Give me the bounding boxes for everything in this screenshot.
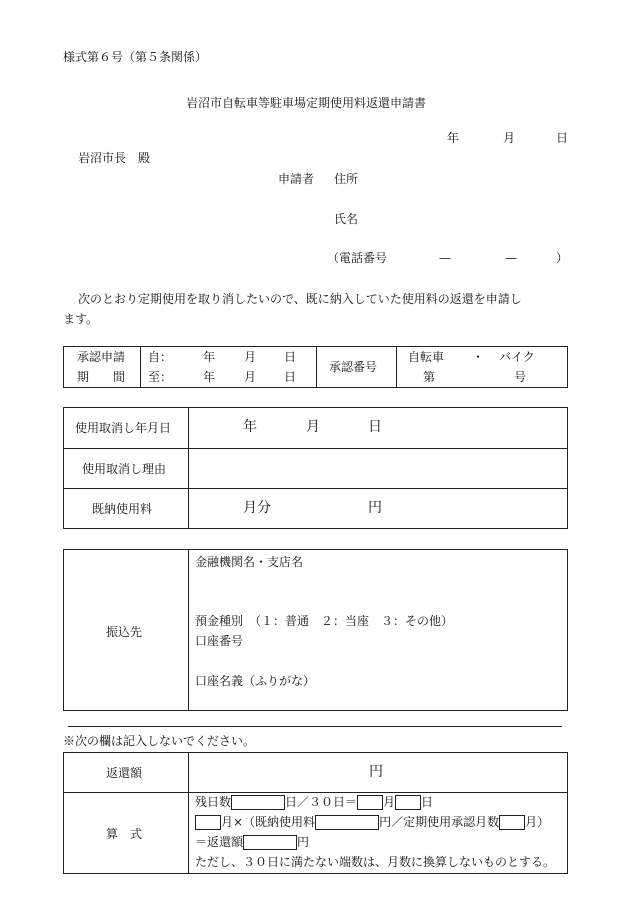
approved-months-close: 月） xyxy=(525,815,550,829)
deposit-type-label: 預金種別 （１：普通 ２：当座 ３：その他） xyxy=(195,614,454,628)
formula-line-2 xyxy=(195,814,549,830)
cancel-day: 日 xyxy=(368,419,382,435)
phone-label: （電話番号 xyxy=(327,251,388,265)
refund-equals-label: ＝返還額 xyxy=(195,835,244,849)
from-label: 自： xyxy=(148,350,173,364)
period-label-2: 期 間 xyxy=(77,370,126,384)
cancel-year: 年 xyxy=(243,419,257,435)
transfer-label: 振込先 xyxy=(106,625,143,639)
paid-fee-month-part: 月分 xyxy=(243,500,271,516)
refund-result-box xyxy=(243,835,297,850)
from-month: 月 xyxy=(244,350,257,364)
phone-close: ） xyxy=(556,251,569,265)
to-year: 年 xyxy=(203,370,216,384)
account-number-label: 口座番号 xyxy=(195,634,244,648)
days-result-label: 日 xyxy=(421,795,434,809)
formula-line-1 xyxy=(195,794,433,810)
to-month: 月 xyxy=(244,370,257,384)
date-month-label: 月 xyxy=(503,131,516,145)
approved-months-label: 円／定期使用承認月数 xyxy=(379,815,500,829)
refund-amount-yen: 円 xyxy=(369,764,383,780)
number-dai: 第 xyxy=(423,370,436,384)
refund-amount-label: 返還額 xyxy=(106,766,143,780)
formula-label: 算 式 xyxy=(106,827,143,841)
form-number: 様式第６号（第５条関係） xyxy=(63,50,208,64)
vehicle-bike: バイク xyxy=(499,350,535,364)
number-gou: 号 xyxy=(514,370,527,384)
months-result-label: 月 xyxy=(383,795,396,809)
account-holder-label: 口座名義（ふりがな） xyxy=(195,674,316,688)
intro-line-2: ます。 xyxy=(63,312,99,326)
paid-fee-label: 既納使用料 xyxy=(92,502,153,516)
paid-fee-open-label: 月×（既納使用料 xyxy=(221,815,316,829)
applicant-label: 申請者 xyxy=(278,172,315,186)
date-year-label: 年 xyxy=(447,131,460,145)
date-day-label: 日 xyxy=(556,131,569,145)
document-title: 岩沼市自転車等駐車場定期使用料返還申請書 xyxy=(186,96,427,110)
approved-months-box xyxy=(499,815,525,830)
from-day: 日 xyxy=(284,350,297,364)
paid-fee-box xyxy=(315,815,379,830)
office-use-note: ※次の欄は記入しないでください。 xyxy=(63,734,256,748)
to-label: 至： xyxy=(148,370,173,384)
addressee: 岩沼市長 殿 xyxy=(78,151,151,165)
bank-branch-label: 金融機関名・支店名 xyxy=(195,555,304,569)
name-label: 氏名 xyxy=(334,212,359,226)
approval-number-label: 承認番号 xyxy=(329,360,378,374)
refund-result-yen: 円 xyxy=(297,835,310,849)
days-result-box xyxy=(395,795,421,810)
months-multiplier-box xyxy=(195,815,221,830)
months-result-box xyxy=(357,795,383,810)
remaining-days-box xyxy=(231,795,285,810)
phone-dash-1: — xyxy=(439,251,451,265)
to-day: 日 xyxy=(284,370,297,384)
remaining-days-label: 残日数 xyxy=(195,795,232,809)
cancel-date-label: 使用取消し年月日 xyxy=(75,421,172,435)
vehicle-bicycle: 自転車 xyxy=(408,350,445,364)
office-use-divider xyxy=(68,726,562,727)
paid-fee-yen: 円 xyxy=(368,500,382,516)
cancel-month: 月 xyxy=(306,419,320,435)
period-label-1: 承認申請 xyxy=(77,350,126,364)
vehicle-separator: ・ xyxy=(472,350,485,364)
phone-dash-2: — xyxy=(505,251,517,265)
from-year: 年 xyxy=(203,350,216,364)
address-label: 住所 xyxy=(334,172,359,186)
formula-note: ただし、３０日に満たない端数は、月数に換算しないものとする。 xyxy=(195,855,556,869)
cancel-reason-label: 使用取消し理由 xyxy=(82,462,167,476)
days-over-30-label: 日／３０日＝ xyxy=(285,795,358,809)
formula-line-3 xyxy=(195,834,309,850)
intro-line-1: 次のとおり定期使用を取り消したいので、既に納入していた使用料の返還を申請し xyxy=(78,292,522,306)
